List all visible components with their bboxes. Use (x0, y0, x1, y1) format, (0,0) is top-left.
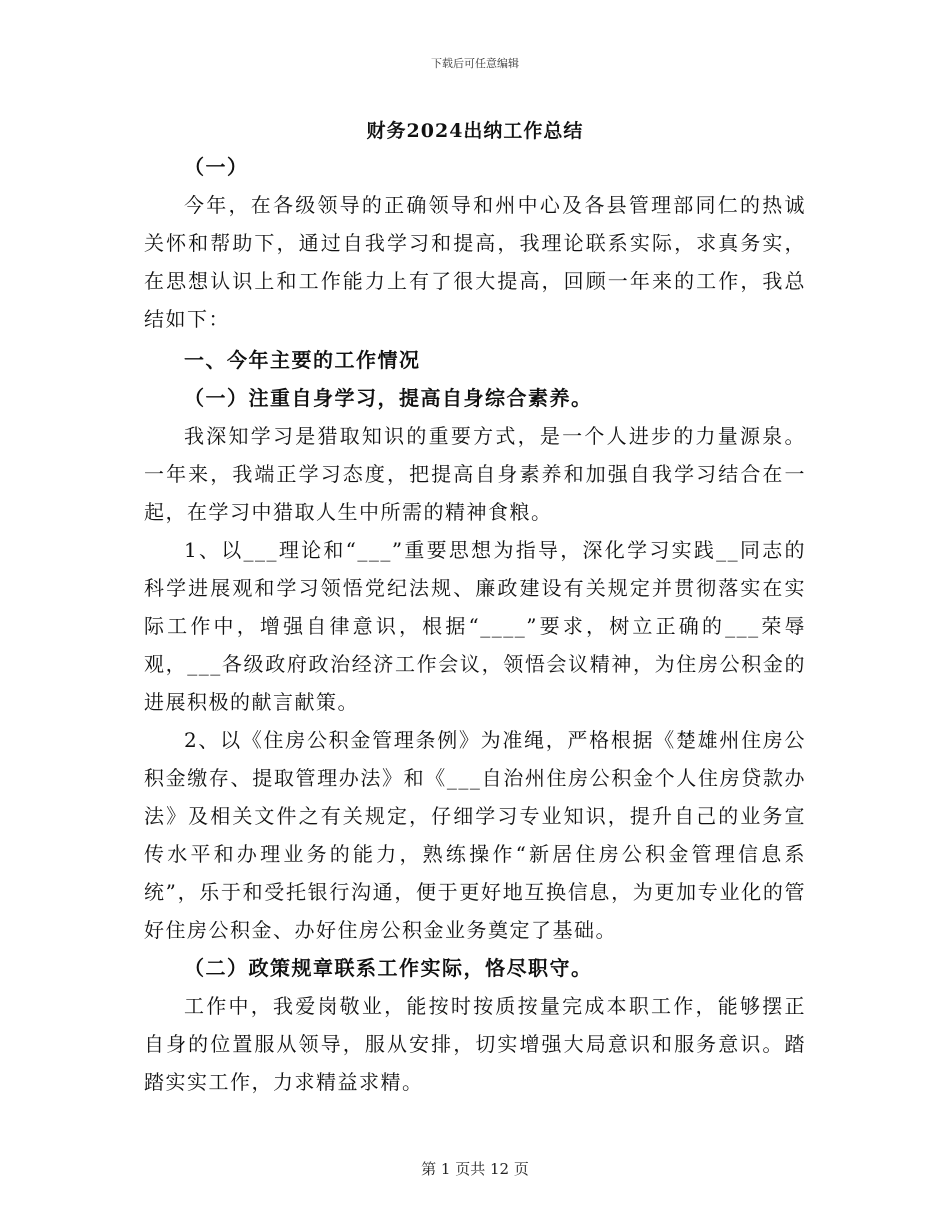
work-paragraph: 工作中，我爱岗敬业，能按时按质按量完成本职工作，能够摆正自身的位置服从领导，服从安排，切实增强大局意识和服务意识。踏踏实实工作，力求精益求精。 (144, 994, 806, 1094)
study-paragraph: 我深知学习是猎取知识的重要方式，是一个人进步的力量源泉。一年来，我端正学习态度，把提高自身素养和加强自我学习结合在一起，在学习中猎取人生中所需的精神食粮。 (144, 424, 806, 524)
item-1-paragraph: 1、以___理论和“___”重要思想为指导，深化学习实践__同志的科学进展观和学习领悟党纪法规、廉政建设有关规定并贯彻落实在实际工作中，增强自律意识，根据“____”要求，树立正确的___荣辱观，___各级政府政治经济工作会议，领悟会议精神，为住房公积金的进展积极的献言献策。 (144, 538, 806, 714)
item-2-paragraph: 2、以《住房公积金管理条例》为准绳，严格根据《楚雄州住房公积金缴存、提取管理办法》和《___自治州住房公积金个人住房贷款办法》及相关文件之有关规定，仔细学习专业知识，提升自己的业务宣传水平和办理业务的能力，熟练操作“新居住房公积金管理信息系统”，乐于和受托银行沟通，便于更好地互换信息，为更加专业化的管好住房公积金、办好住房公积金业务奠定了基础。 (144, 728, 806, 942)
subheading-policy: （二）政策规章联系工作实际，恪尽职守。 (184, 956, 593, 980)
document-body (144, 148, 806, 1101)
page-footer: 第 1 页共 12 页 (421, 1160, 529, 1178)
section-marker: （一） (184, 155, 249, 179)
intro-paragraph: 今年，在各级领导的正确领导和州中心及各县管理部同仁的热诚关怀和帮助下，通过自我学习和提高，我理论联系实际，求真务实，在思想认识上和工作能力上有了很大提高，回顾一年来的工作，我总结如下： (144, 193, 806, 331)
subheading-self-study: （一）注重自身学习，提高自身综合素养。 (184, 386, 593, 410)
page-header: 下载后可任意编辑 (431, 57, 519, 70)
document-title: 财务2024出纳工作总结 (366, 120, 584, 142)
heading-main-work: 一、今年主要的工作情况 (184, 348, 421, 372)
